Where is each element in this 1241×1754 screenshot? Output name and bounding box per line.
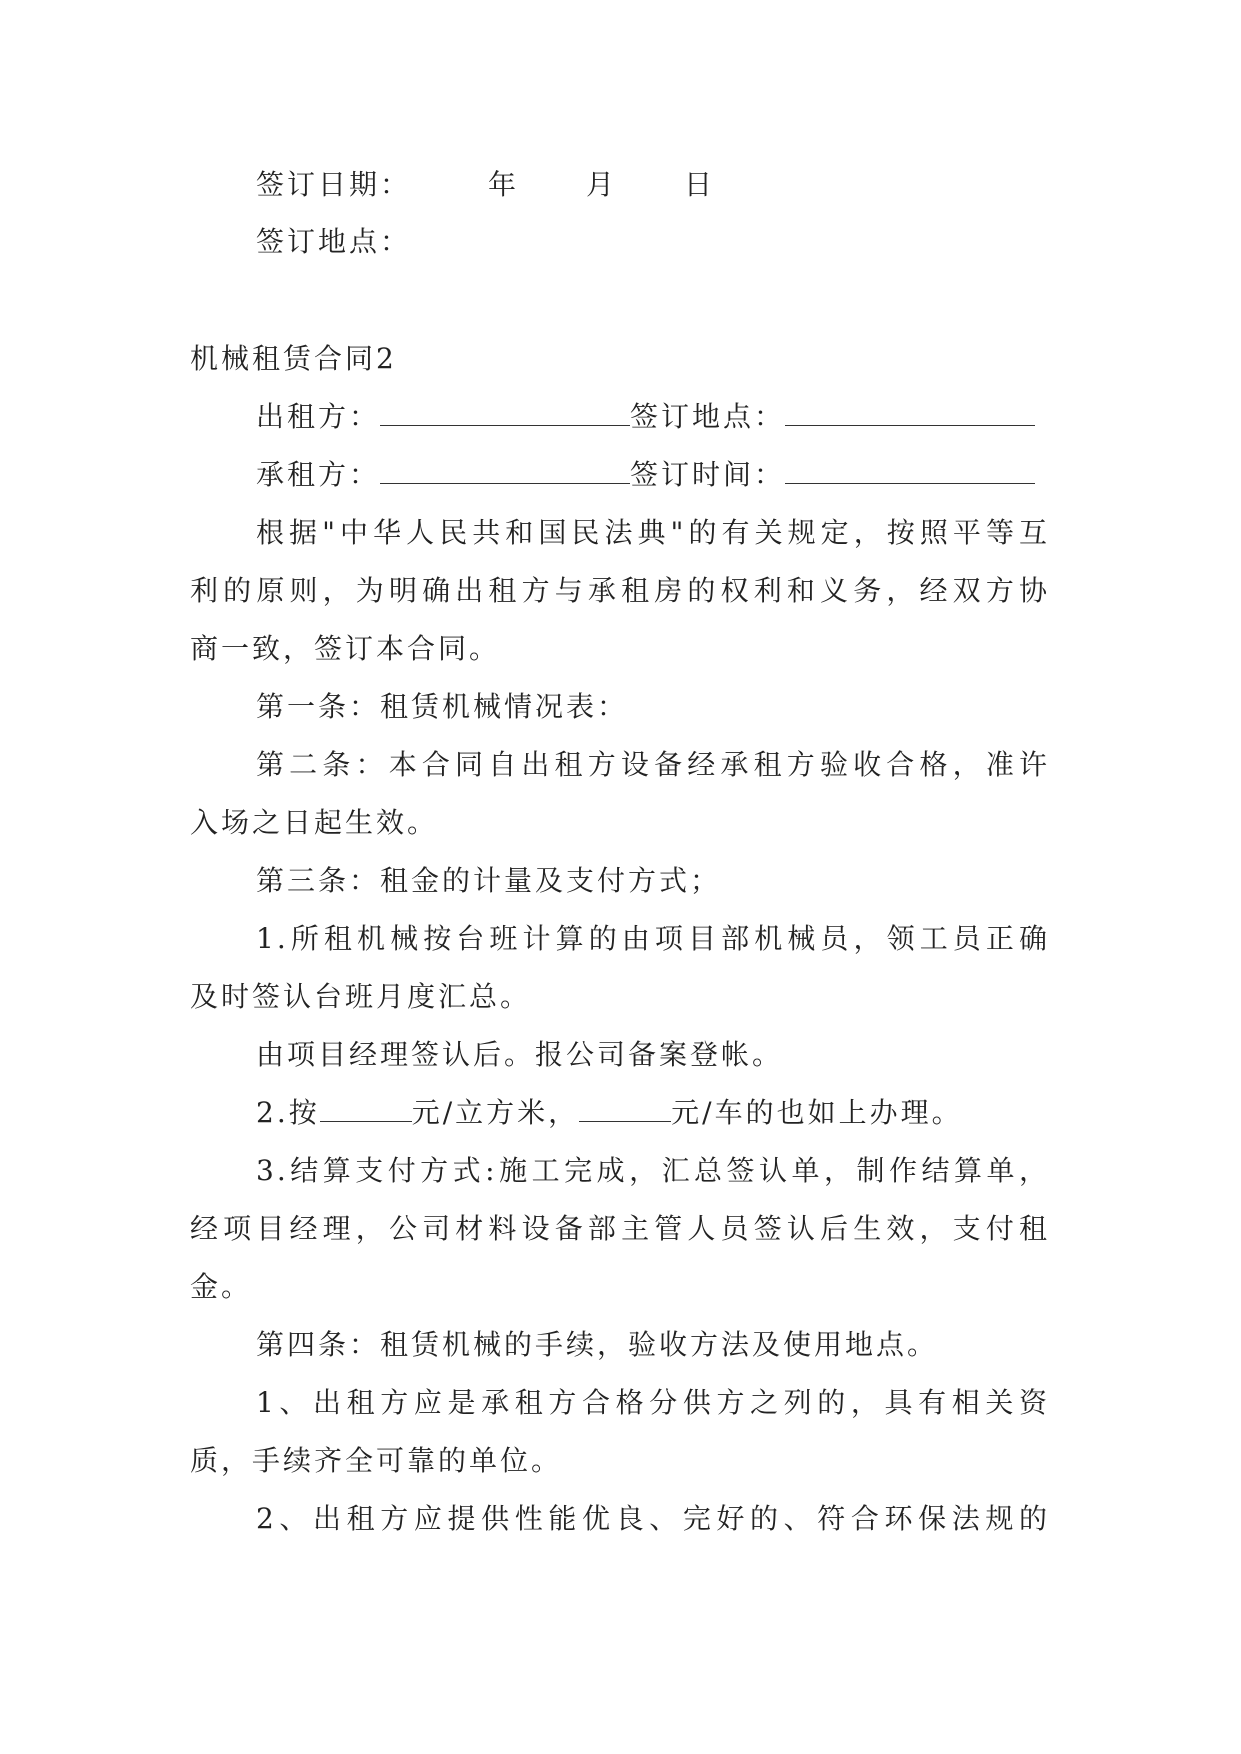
place-blank: [785, 403, 1035, 426]
day-label: 日: [684, 168, 716, 201]
intro-line-2: 利的原则，为明确出租方与承租房的权利和义务，经双方协: [190, 574, 1050, 607]
lessee-label: 承租方：: [256, 458, 381, 491]
signing-place-line: 签订地点：: [256, 225, 412, 258]
article-4-item-1-line-2: 质，手续齐全可靠的单位。: [190, 1444, 563, 1477]
signing-date-label: 签订日期：: [256, 168, 412, 201]
article-2-line-2: 入场之日起生效。: [190, 806, 439, 839]
lessor-line: [256, 388, 1050, 446]
month-label: 月: [586, 168, 618, 201]
article-3-note: 由项目经理签认后。报公司备案登帐。: [256, 1038, 784, 1071]
article-3-item-1-line-1: 1.所租机械按台班计算的由项目部机械员，领工员正确: [256, 922, 1050, 955]
article-3: 第三条：租金的计量及支付方式；: [256, 864, 722, 897]
item-2-prefix: 2.按: [256, 1096, 320, 1129]
article-3-item-3-line-1: 3.结算支付方式:施工完成，汇总签认单，制作结算单，: [256, 1154, 1050, 1187]
article-1: 第一条：租赁机械情况表：: [256, 690, 629, 723]
article-3-item-3-line-2: 经项目经理，公司材料设备部主管人员签认后生效，支付租: [190, 1212, 1050, 1245]
lessor-label: 出租方：: [256, 400, 381, 433]
contract-title: 机械租赁合同2: [190, 342, 397, 375]
article-3-item-3-line-3: 金。: [190, 1270, 253, 1303]
article-3-item-1-line-2: 及时签认台班月度汇总。: [190, 980, 532, 1013]
article-4-item-2-line-1: 2、出租方应提供性能优良、完好的、符合环保法规的: [256, 1502, 1050, 1535]
intro-line-1: 根据"中华人民共和国民法典"的有关规定，按照平等互: [256, 516, 1050, 549]
lessor-blank: [380, 403, 630, 426]
article-3-item-2: [256, 1084, 1050, 1142]
item-2-unit-cubic: 元/立方米，: [411, 1096, 580, 1129]
time-label: 签订时间：: [630, 458, 786, 491]
lessee-blank: [380, 461, 630, 484]
signing-date-line: [256, 156, 1050, 214]
price-per-truck-blank: [579, 1099, 671, 1122]
article-2-line-1: 第二条：本合同自出租方设备经承租方验收合格，准许: [256, 748, 1050, 781]
price-per-cubic-blank: [320, 1099, 412, 1122]
year-label: 年: [488, 168, 520, 201]
lessee-line: [256, 446, 1050, 504]
intro-line-3: 商一致，签订本合同。: [190, 632, 501, 665]
article-4: 第四条：租赁机械的手续，验收方法及使用地点。: [256, 1328, 939, 1361]
item-2-unit-truck: 元/车的也如上办理。: [671, 1096, 963, 1129]
place-label: 签订地点：: [630, 400, 786, 433]
time-blank: [785, 461, 1035, 484]
article-4-item-1-line-1: 1、出租方应是承租方合格分供方之列的，具有相关资: [256, 1386, 1050, 1419]
